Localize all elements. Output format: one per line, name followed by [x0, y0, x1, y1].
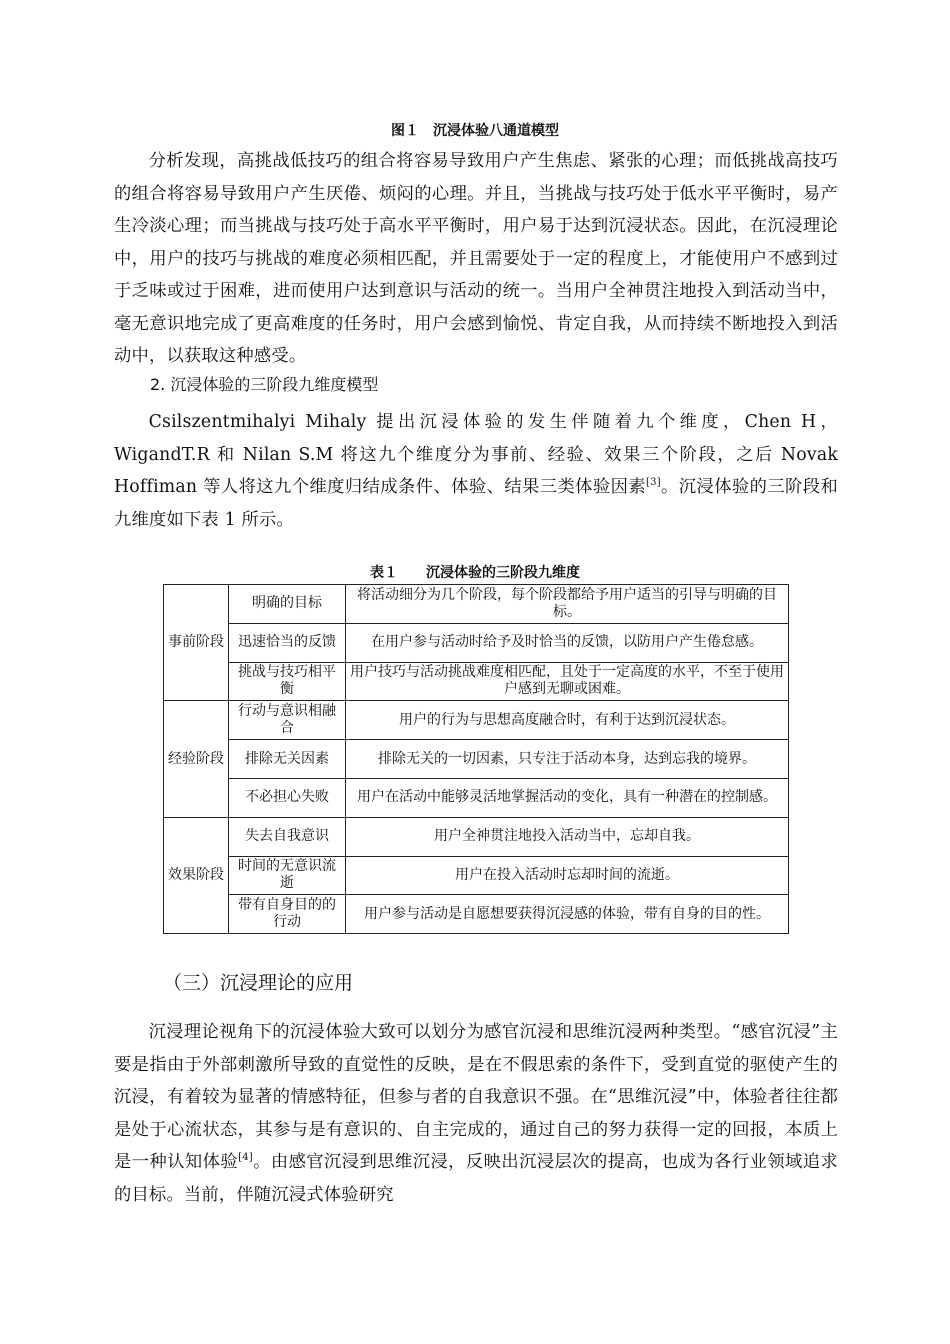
- dimension-cell: 时间的无意识流逝: [229, 856, 346, 895]
- stage-cell: 事前阶段: [164, 585, 229, 701]
- dimension-cell: 挑战与技巧相平衡: [229, 662, 346, 701]
- table-row: [164, 778, 789, 817]
- dimension-cell: 明确的目标: [229, 585, 346, 624]
- stage-cell: 经验阶段: [164, 701, 229, 817]
- description-cell: 用户参与活动是自愿想要获得沉浸感的体验，带有自身的目的性。: [346, 895, 789, 934]
- table-row: [164, 701, 789, 740]
- paragraph-text: 沉浸理论视角下的沉浸体验大致可以划分为感官沉浸和思维沉浸两种类型。“感官沉浸”主要是指由于外部刺激所导致的直觉性的反映，是在不假思索的条件下，受到直觉的驱使产生的沉浸，有着较为显著的情感特征，但参与者的自我意识不强。在“思维沉浸”中，体验者往往都是处于心流状态，其参与是有意识的、自主完成的，通过自己的努力获得一定的回报，本质上是一种认知体验: [114, 1022, 838, 1172]
- dimension-cell: 迅速恰当的反馈: [229, 623, 346, 662]
- table-caption: 表１ 沉浸体验的三阶段九维度: [370, 565, 580, 581]
- paragraph-text: 。沉浸体验的三阶段和九维度如下表 1 所示。: [114, 477, 838, 530]
- description-cell: 用户在活动中能够灵活地掌握活动的变化，具有一种潜在的控制感。: [346, 778, 789, 817]
- paragraph-nine-dimensions: [114, 406, 838, 536]
- dimension-cell: 不必担心失败: [229, 778, 346, 817]
- section-heading-2: 2. 沉浸体验的三阶段九维度模型: [150, 375, 379, 394]
- table-row: [164, 623, 789, 662]
- paragraph-text: Csilszentmihalyi Mihaly 提出沉浸体验的发生伴随着九个维度，Chen H，WigandT.R 和 Nilan S.M 将这九个维度分为事前、经验、效果三个阶段，之后 Novak Hoffiman 等人将这九个维度归结成条件、体验、结果三类体验因素: [114, 412, 838, 497]
- table-row: [164, 817, 789, 856]
- paragraph-text: 。由感官沉浸到思维沉浸，反映出沉浸层次的提高，也成为各行业领域追求的目标。当前，伴随沉浸式体验研究: [114, 1152, 838, 1205]
- citation-ref: [3]: [646, 477, 661, 489]
- dimension-cell: 带有自身目的的行动: [229, 895, 346, 934]
- description-cell: 排除无关的一切因素，只专注于活动本身，达到忘我的境界。: [346, 740, 789, 779]
- table-row: [164, 740, 789, 779]
- table-row: [164, 895, 789, 934]
- table-row: [164, 585, 789, 624]
- description-cell: 用户全神贯注地投入活动当中，忘却自我。: [346, 817, 789, 856]
- description-cell: 用户技巧与活动挑战难度相匹配，且处于一定高度的水平，不至于使用户感到无聊或困难。: [346, 662, 789, 701]
- description-cell: 在用户参与活动时给予及时恰当的反馈，以防用户产生倦怠感。: [346, 623, 789, 662]
- table-row: [164, 856, 789, 895]
- paragraph-immersion-types: [114, 1016, 838, 1211]
- dimension-cell: 失去自我意识: [229, 817, 346, 856]
- description-cell: 将活动细分为几个阶段，每个阶段都给予用户适当的引导与明确的目标。: [346, 585, 789, 624]
- description-cell: 用户在投入活动时忘却时间的流逝。: [346, 856, 789, 895]
- paragraph-analysis: 分析发现，高挑战低技巧的组合将容易导致用户产生焦虑、紧张的心理；而低挑战高技巧的组合将容易导致用户产生厌倦、烦闷的心理。并且，当挑战与技巧处于低水平平衡时，易产生冷淡心理；而当挑战与技巧处于高水平平衡时，用户易于达到沉浸状态。因此，在沉浸理论中，用户的技巧与挑战的难度必须相匹配，并且需要处于一定的程度上，才能使用户不感到过于乏味或过于困难，进而使用户达到意识与活动的统一。当用户全神贯注地投入到活动当中，毫无意识地完成了更高难度的任务时，用户会感到愉悦、肯定自我，从而持续不断地投入到活动中，以获取这种感受。: [114, 151, 838, 366]
- citation-ref: [4]: [238, 1152, 253, 1164]
- dimension-cell: 排除无关因素: [229, 740, 346, 779]
- stage-cell: 效果阶段: [164, 817, 229, 933]
- section-heading-3: （三）沉浸理论的应用: [163, 972, 354, 994]
- flow-dimensions-table: [163, 584, 789, 934]
- figure-caption: 图１ 沉浸体验八通道模型: [391, 123, 559, 139]
- table-row: [164, 662, 789, 701]
- description-cell: 用户的行为与思想高度融合时，有利于达到沉浸状态。: [346, 701, 789, 740]
- dimension-cell: 行动与意识相融合: [229, 701, 346, 740]
